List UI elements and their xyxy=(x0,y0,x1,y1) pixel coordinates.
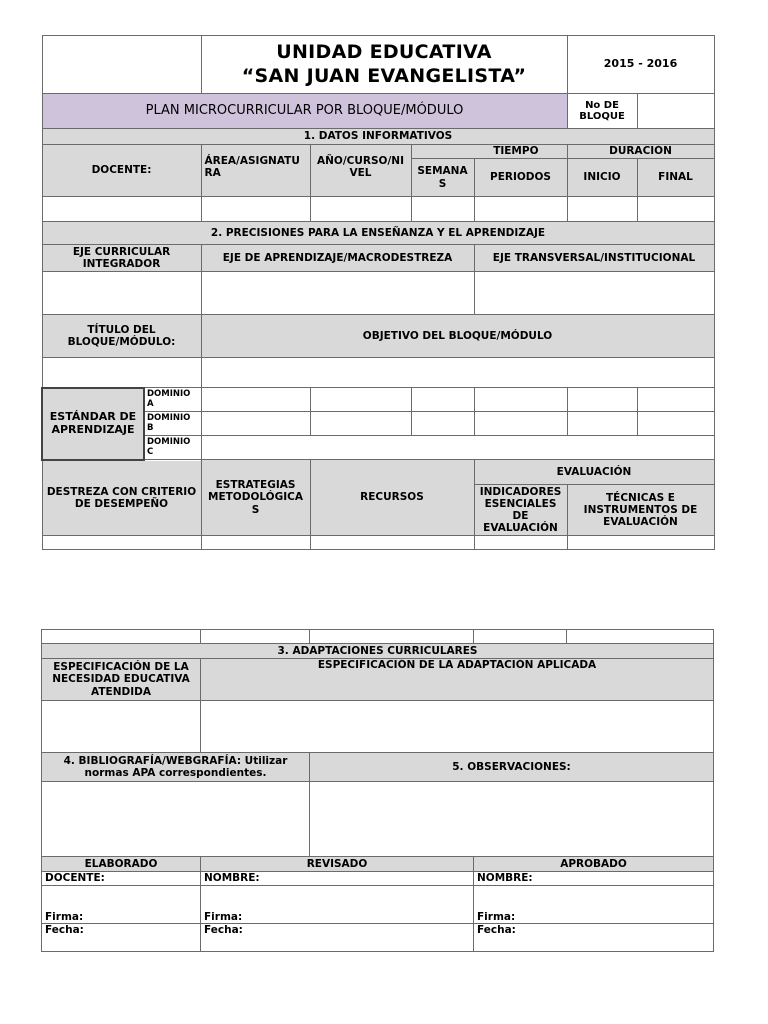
dominio-b-cell-2[interactable] xyxy=(310,412,411,436)
continuation-cell-3[interactable] xyxy=(310,630,474,644)
elaborado-header: ELABORADO xyxy=(42,857,201,872)
titulo-bloque-field[interactable] xyxy=(42,358,201,388)
observaciones-header: 5. OBSERVACIONES: xyxy=(310,753,714,782)
docente-header: DOCENTE: xyxy=(42,145,201,197)
dominio-a-cell-1[interactable] xyxy=(201,388,310,412)
continuation-cell-1[interactable] xyxy=(42,630,201,644)
section3-title: 3. ADAPTACIONES CURRICULARES xyxy=(42,644,714,659)
final-header: FINAL xyxy=(637,159,714,197)
tiempo-header: TIEMPO xyxy=(411,145,567,159)
dominio-b-label: DOMINIO B xyxy=(144,412,201,436)
tecnicas-header: TÉCNICAS E INSTRUMENTOS DE EVALUACIÓN xyxy=(567,485,714,536)
evaluacion-header: EVALUACIÓN xyxy=(474,460,714,485)
section2-title: 2. PRECISIONES PARA LA ENSEÑANZA Y EL APRENDIZAJE xyxy=(42,222,714,245)
dominio-c-field[interactable] xyxy=(201,436,714,460)
aprobado-fecha-label: Fecha: xyxy=(474,924,714,952)
revisado-nombre-label: NOMBRE: xyxy=(201,872,474,886)
eje-transversal-header: EJE TRANSVERSAL/INSTITUCIONAL xyxy=(474,245,714,272)
dominio-a-cell-2[interactable] xyxy=(310,388,411,412)
revisado-header: REVISADO xyxy=(201,857,474,872)
aprobado-nombre-label: NOMBRE: xyxy=(474,872,714,886)
estandar-header: ESTÁNDAR DE APRENDIZAJE xyxy=(42,388,144,460)
recursos-field[interactable] xyxy=(310,536,474,550)
eje-curricular-field[interactable] xyxy=(42,272,201,315)
periodos-field[interactable] xyxy=(474,197,567,222)
bloque-number-label: No DE BLOQUE xyxy=(567,94,637,129)
indicadores-field[interactable] xyxy=(474,536,567,550)
school-year: 2015 - 2016 xyxy=(567,36,714,94)
logo-cell xyxy=(42,36,201,94)
inicio-header: INICIO xyxy=(567,159,637,197)
plan-form-bottom xyxy=(41,629,714,952)
dominio-c-label: DOMINIO C xyxy=(144,436,201,460)
dominio-a-cell-6[interactable] xyxy=(637,388,714,412)
bloque-number-field[interactable] xyxy=(637,94,714,129)
dominio-a-cell-4[interactable] xyxy=(474,388,567,412)
dominio-b-cell-3[interactable] xyxy=(411,412,474,436)
dominio-b-cell-6[interactable] xyxy=(637,412,714,436)
anio-field[interactable] xyxy=(310,197,411,222)
semanas-header: SEMANA S xyxy=(411,159,474,197)
indicadores-header: INDICADORES ESENCIALES DE EVALUACIÓN xyxy=(474,485,567,536)
adaptacion-field[interactable] xyxy=(201,701,714,753)
dominio-a-cell-3[interactable] xyxy=(411,388,474,412)
dominio-b-cell-1[interactable] xyxy=(201,412,310,436)
eje-transversal-field[interactable] xyxy=(474,272,714,315)
dominio-b-cell-4[interactable] xyxy=(474,412,567,436)
section1-title: 1. DATOS INFORMATIVOS xyxy=(42,129,714,145)
duracion-header: DURACIÓN xyxy=(567,145,714,159)
dominio-b-cell-5[interactable] xyxy=(567,412,637,436)
necesidad-header: ESPECIFICACIÓN DE LA NECESIDAD EDUCATIVA ATENDIDA xyxy=(42,659,201,701)
area-header: ÁREA/ASIGNATU RA xyxy=(201,145,310,197)
periodos-header: PERIODOS xyxy=(474,159,567,197)
inicio-field[interactable] xyxy=(567,197,637,222)
school-name-line2: “SAN JUAN EVANGELISTA” xyxy=(241,64,527,87)
anio-header: AÑO/CURSO/NI VEL xyxy=(310,145,411,197)
eje-curricular-header: EJE CURRICULAR INTEGRADOR xyxy=(42,245,201,272)
revisado-fecha-label: Fecha: xyxy=(201,924,474,952)
titulo-bloque-header: TÍTULO DEL BLOQUE/MÓDULO: xyxy=(42,315,201,358)
final-field[interactable] xyxy=(637,197,714,222)
semanas-field[interactable] xyxy=(411,197,474,222)
destreza-header: DESTREZA CON CRITERIO DE DESEMPEÑO xyxy=(42,460,201,536)
school-name-line1: UNIDAD EDUCATIVA xyxy=(276,40,492,63)
aprobado-firma-label: Firma: xyxy=(474,886,714,924)
elaborado-firma-label: Firma: xyxy=(42,886,201,924)
continuation-cell-5[interactable] xyxy=(567,630,714,644)
aprobado-header: APROBADO xyxy=(474,857,714,872)
dominio-a-cell-5[interactable] xyxy=(567,388,637,412)
plan-form-top xyxy=(41,35,715,550)
objetivo-bloque-field[interactable] xyxy=(201,358,714,388)
observaciones-field[interactable] xyxy=(310,782,714,857)
elaborado-fecha-label: Fecha: xyxy=(42,924,201,952)
objetivo-bloque-header: OBJETIVO DEL BLOQUE/MÓDULO xyxy=(201,315,714,358)
bibliografia-header: 4. BIBLIOGRAFÍA/WEBGRAFÍA: Utilizar normas APA correspondientes. xyxy=(42,753,310,782)
tecnicas-field[interactable] xyxy=(567,536,714,550)
eje-aprendizaje-header: EJE DE APRENDIZAJE/MACRODESTREZA xyxy=(201,245,474,272)
plan-title: PLAN MICROCURRICULAR POR BLOQUE/MÓDULO xyxy=(42,94,567,129)
estrategias-header: ESTRATEGIAS METODOLÓGICA S xyxy=(201,460,310,536)
school-name xyxy=(201,36,567,94)
estrategias-field[interactable] xyxy=(201,536,310,550)
continuation-cell-4[interactable] xyxy=(474,630,567,644)
dominio-a-label: DOMINIO A xyxy=(144,388,201,412)
adaptacion-header: ESPECIFICACIÓN DE LA ADAPTACIÓN APLICADA xyxy=(201,659,714,701)
docente-field[interactable] xyxy=(42,197,201,222)
elaborado-docente-label: DOCENTE: xyxy=(42,872,201,886)
bibliografia-field[interactable] xyxy=(42,782,310,857)
revisado-firma-label: Firma: xyxy=(201,886,474,924)
destreza-field[interactable] xyxy=(42,536,201,550)
area-field[interactable] xyxy=(201,197,310,222)
necesidad-field[interactable] xyxy=(42,701,201,753)
eje-aprendizaje-field[interactable] xyxy=(201,272,474,315)
continuation-cell-2[interactable] xyxy=(201,630,310,644)
recursos-header: RECURSOS xyxy=(310,460,474,536)
